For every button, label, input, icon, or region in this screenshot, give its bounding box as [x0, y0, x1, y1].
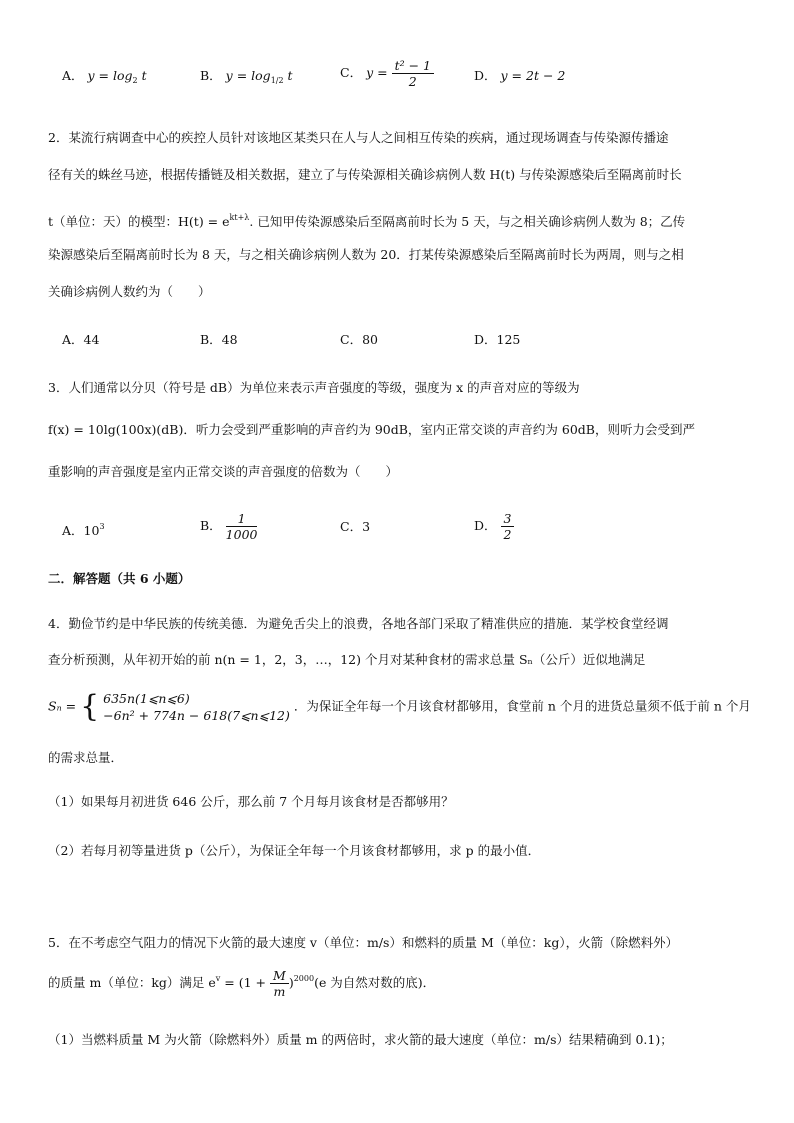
q5-line-2: 的质量 m（单位：kg）满足 $e^v = (1$ + $\frac{M}{m}$ )$^{2000}$(e 为自然对数的底)． — [48, 968, 436, 999]
fraction: $\frac{3}{2}$ — [501, 511, 515, 542]
q4-part-2: （2）若每月初等量进货 p（公斤），为保证全年每一个月该食材都够用，求 p 的最小值． — [48, 843, 541, 858]
q3-option-d: D． $\frac{3}{2}$ — [474, 511, 514, 542]
fraction: $\frac{1}{1000}$ — [225, 511, 258, 542]
q3-option-b: B． $\frac{1}{1000}$ — [200, 511, 258, 542]
q5-line-1: 5．在不考虑空气阻力的情况下火箭的最大速度 v（单位：m/s）和燃料的质量 M（单位：kg），火箭（除燃料外） — [48, 935, 679, 950]
q3-line-2: f(x) = 10lg(100x)(dB)．听力会受到严重影响的声音约为 90dB，室内正常交谈的声音约为 60dB，则听力会受到严 — [48, 422, 695, 437]
q3-line-1: 3．人们通常以分贝（符号是 dB）为单位来表示声音强度的等级，强度为 x 的声音对应的等级为 — [48, 380, 580, 395]
fraction: $\frac{\text{t² − 1}}{2}$ — [392, 58, 434, 89]
q2-line-3: t（单位：天）的模型：$H(t) = e^{kt+\lambda}$. 已知甲传染源感染后至隔离前时长为 5 天，与之相关确诊病例人数为 8；乙传 — [48, 213, 686, 229]
q2-line-5: 关确诊病例人数约为（ ） — [48, 284, 211, 299]
q4-piecewise-line: Sₙ = { 635n(1⩽n⩽6) −6n² + 774n − 618(7⩽n⩽12) ．为保证全年每一个月该食材都够用，食堂前 n 个月的进货总量须不低于前 n 个月 — [48, 689, 751, 724]
piecewise-cases: 635n(1⩽n⩽6) −6n² + 774n − 618(7⩽n⩽12) — [103, 691, 290, 723]
q4-line-2: 查分析预测，从年初开始的前 n(n = 1，2，3，…，12) 个月对某种食材的需求总量 Sₙ（公斤）近似地满足 — [48, 652, 646, 667]
q2-option-b: B．48 — [200, 332, 238, 347]
q4-line-4: 的需求总量． — [48, 750, 124, 765]
q3-option-a: A．$10^3$ — [62, 522, 105, 538]
q1-option-c: C． y = $\frac{\text{t² − 1}}{2}$ — [340, 58, 434, 89]
q1-option-b: B． $y = \log_{1/2} t$ — [200, 68, 293, 85]
q2-line-2: 径有关的蛛丝马迹，根据传播链及相关数据，建立了与传染源相关确诊病例人数 H(t) 与传染源感染后至隔离前时长 — [48, 167, 682, 182]
q1-option-a: A． $y = \log_2 t$ — [62, 68, 147, 85]
q5-part-1: （1）当燃料质量 M 为火箭（除燃料外）质量 m 的两倍时，求火箭的最大速度（单位：m/s）结果精确到 0.1)； — [48, 1032, 673, 1047]
q4-line-1: 4．勤俭节约是中华民族的传统美德．为避免舌尖上的浪费，各地各部门采取了精准供应的措施．某学校食堂经调 — [48, 616, 669, 631]
q2-line-1: 2．某流行病调查中心的疾控人员针对该地区某类只在人与人之间相互传染的疾病，通过现场调查与传染源传播途 — [48, 130, 669, 145]
q4-part-1: （1）如果每月初进货 646 公斤，那么前 7 个月每月该食材是否都够用？ — [48, 794, 454, 809]
q3-option-c: C．3 — [340, 519, 371, 534]
q3-line-3: 重影响的声音强度是室内正常交谈的声音强度的倍数为（ ） — [48, 464, 399, 479]
section-heading: 二．解答题（共 6 小题） — [48, 571, 191, 586]
fraction: $\frac{M}{m}$ — [270, 968, 289, 999]
q2-line-4: 染源感染后至隔离前时长为 8 天，与之相关确诊病例人数为 20．打某传染源感染后至隔离前时长为两周，则与之相 — [48, 247, 684, 262]
q2-option-a: A．44 — [62, 332, 100, 347]
q2-option-d: D．125 — [474, 332, 521, 347]
q1-option-d: D． y = 2t − 2 — [474, 68, 566, 83]
left-brace: { — [80, 689, 100, 724]
q2-option-c: C．80 — [340, 332, 378, 347]
